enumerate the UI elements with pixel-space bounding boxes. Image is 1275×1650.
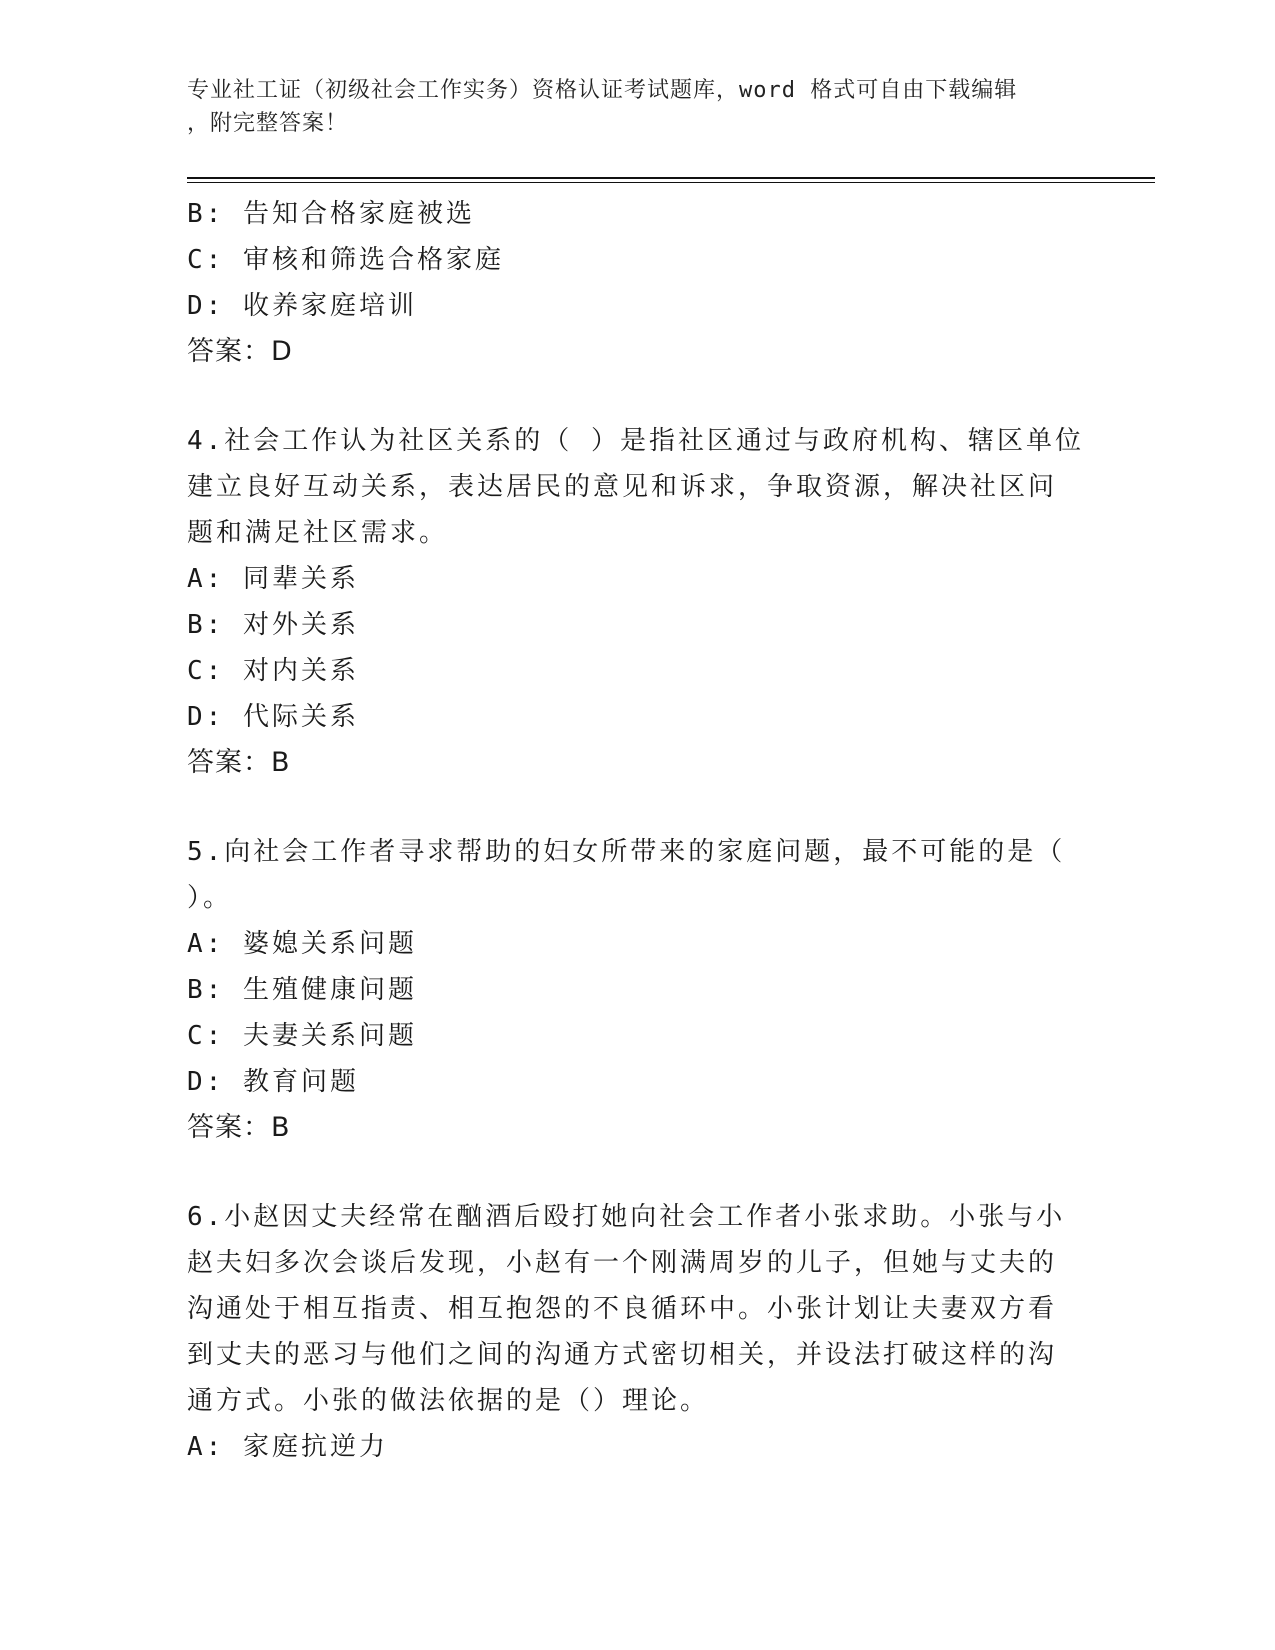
option-b: B: 对外关系 [187,610,359,640]
document-header [187,74,1067,140]
option-d: D: 收养家庭培训 [187,291,417,321]
question-stem-line: 到丈夫的恶习与他们之间的沟通方式密切相关，并设法打破这样的沟 [187,1340,1058,1370]
question-stem-line: 赵夫妇多次会谈后发现，小赵有一个刚满周岁的儿子，但她与丈夫的 [187,1248,1058,1278]
answer-label: 答案：D [187,336,293,367]
option-c: C: 夫妻关系问题 [187,1021,417,1051]
question-5 [187,829,1077,1151]
option-b: B: 生殖健康问题 [187,975,417,1005]
header-title-line-2: ，附完整答案！ [187,111,349,136]
header-divider-thick [187,177,1155,179]
option-a: A: 家庭抗逆力 [187,1432,388,1462]
question-stem-line: 4.社会工作认为社区关系的（ ）是指社区通过与政府机构、辖区单位 [187,426,1084,456]
question-stem-line: 建立良好互动关系，表达居民的意见和诉求，争取资源，解决社区问 [187,472,1058,502]
header-title-line-1: 专业社工证（初级社会工作实务）资格认证考试题库，word 格式可自由下载编辑 [187,78,1018,103]
option-a: A: 同辈关系 [187,564,359,594]
spacer [187,786,1077,829]
spacer [187,375,1077,418]
option-a: A: 婆媳关系问题 [187,929,417,959]
question-6 [187,1194,1077,1470]
header-divider-thin [187,182,1155,183]
question-stem-line: 题和满足社区需求。 [187,518,449,548]
question-stem-line: 5.向社会工作者寻求帮助的妇女所带来的家庭问题，最不可能的是（ [187,837,1066,867]
question-3 [187,191,1077,375]
question-4 [187,418,1084,786]
option-d: D: 代际关系 [187,702,359,732]
option-b: B: 告知合格家庭被选 [187,199,475,229]
option-c: C: 对内关系 [187,656,359,686]
question-stem-line: 通方式。小张的做法依据的是（）理论。 [187,1386,710,1416]
question-list [187,191,1084,1470]
option-c: C: 审核和筛选合格家庭 [187,245,504,275]
question-stem-line: 沟通处于相互指责、相互抱怨的不良循环中。小张计划让夫妻双方看 [187,1294,1058,1324]
option-d: D: 教育问题 [187,1067,359,1097]
question-stem-line: 6.小赵因丈夫经常在酗酒后殴打她向社会工作者小张求助。小张与小 [187,1202,1066,1232]
answer-label: 答案：B [187,747,291,778]
question-stem-line: ）。 [187,883,233,913]
answer-label: 答案：B [187,1112,291,1143]
spacer [187,1151,1077,1194]
